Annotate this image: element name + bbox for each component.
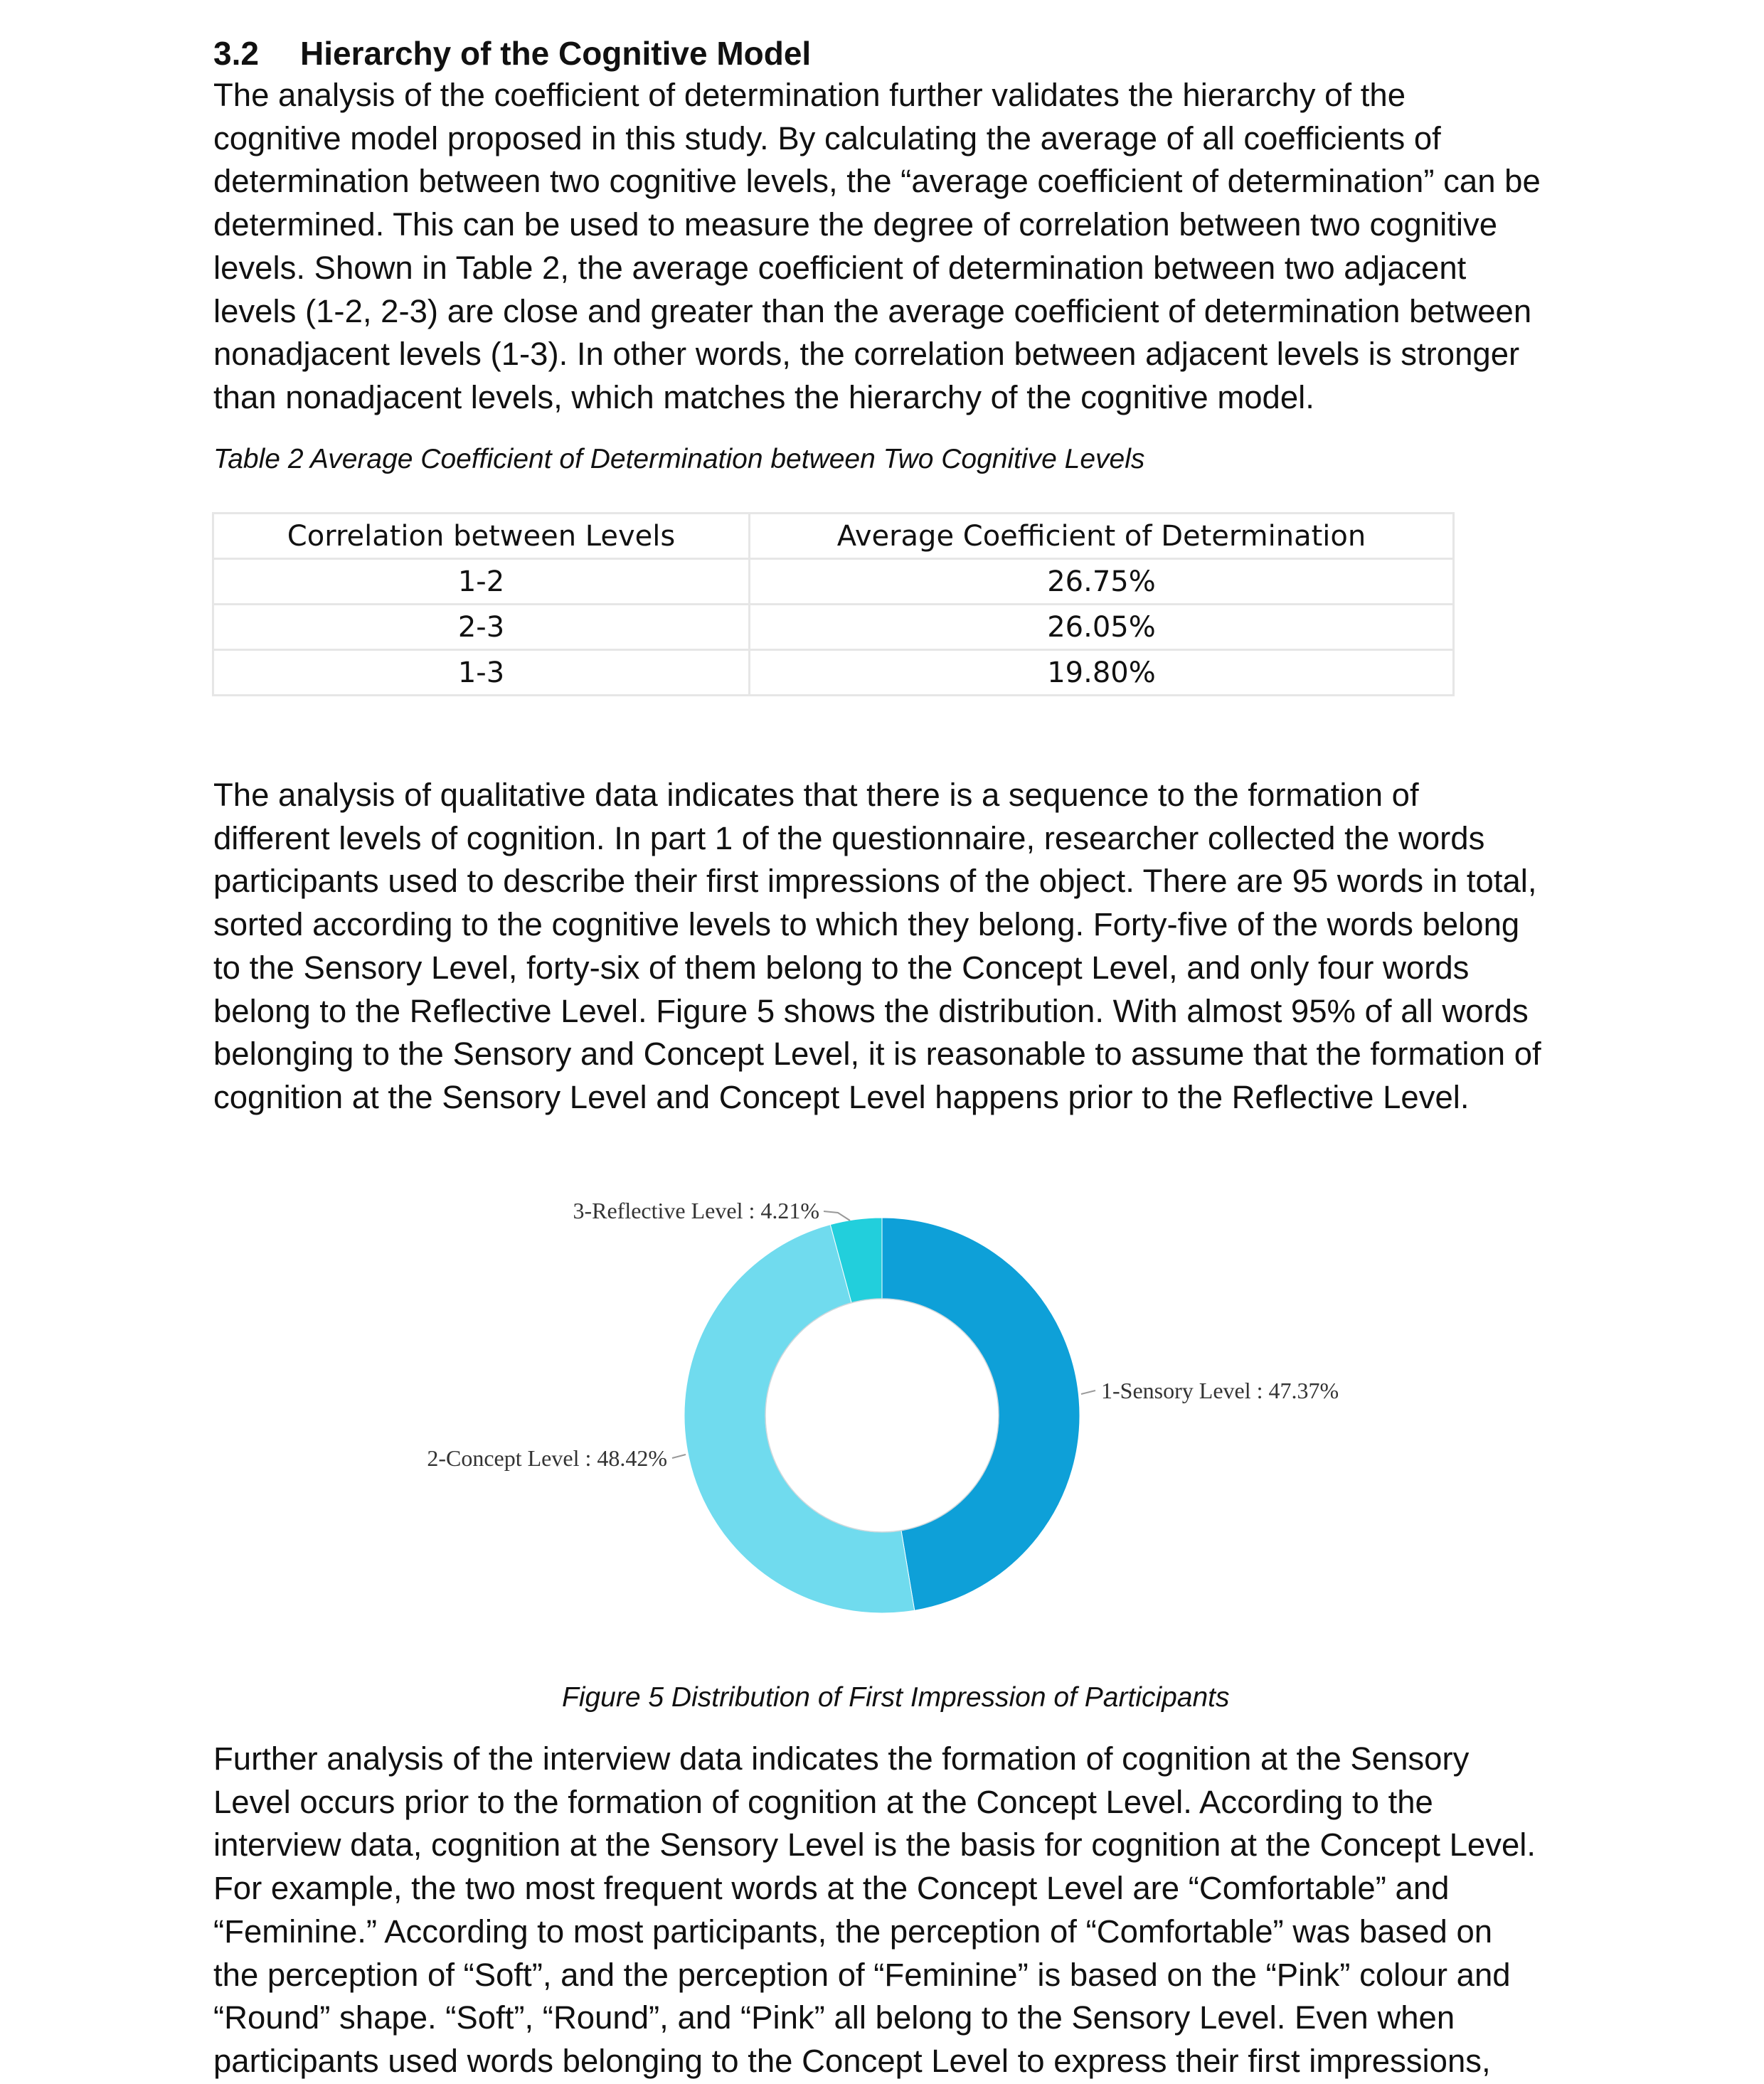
text-line: belong to the Reflective Level. Figure 5 shows the distribution. With almost 95% of all words [213,992,1529,1029]
text-line: The analysis of qualitative data indicates that there is a sequence to the formation of [213,777,1419,813]
text-line: different levels of cognition. In part 1 of the questionnaire, researcher collected the words [213,819,1485,856]
callout-line-concept [672,1455,686,1458]
text-line: to the Sensory Level, forty-six of them belong to the Concept Level, and only four words [213,949,1470,986]
paragraph-1 [213,74,1565,420]
table-cell: 26.05% [750,605,1454,650]
text-line: The analysis of the coefficient of determination further validates the hierarchy of the [213,77,1406,113]
text-line: nonadjacent levels (1-3). In other words, the correlation between adjacent levels is stronger [213,336,1520,373]
section-heading [213,34,811,73]
section-number: 3.2 [213,35,259,72]
text-line: participants used words belonging to the Concept Level to express their first impressions, [213,2042,1491,2079]
table-cell: 2-3 [213,605,750,650]
text-line: levels (1-2, 2-3) are close and greater than the average coefficient of determination between [213,292,1532,329]
table-row [213,650,1454,696]
table-caption: Table 2 Average Coefficient of Determination between Two Cognitive Levels [213,444,1145,474]
text-line: participants used to describe their first impressions of the object. There are 95 words in total, [213,863,1537,900]
text-line: Further analysis of the interview data indicates the formation of cognition at the Sensory [213,1740,1470,1777]
table-cell: 1-2 [213,559,750,605]
table-cell: 1-3 [213,650,750,696]
table-row [213,605,1454,650]
table-header-row [213,514,1454,559]
text-line: cognitive model proposed in this study. By calculating the average of all coefficients of [213,119,1441,156]
slice-label-reflective: 3-Reflective Level : 4.21% [573,1198,819,1223]
text-line: levels. Shown in Table 2, the average coefficient of determination between two adjacent [213,249,1467,286]
donut-hole [765,1299,999,1532]
table-header-cell: Average Coefficient of Determination [750,514,1454,559]
slice-label-sensory: 1-Sensory Level : 47.37% [1101,1378,1339,1403]
coefficient-table [212,512,1455,696]
text-line: For example, the two most frequent words at the Concept Level are “Comfortable” and [213,1870,1450,1907]
callout-line-sensory [1081,1391,1095,1394]
table-cell: 26.75% [750,559,1454,605]
text-line: Level occurs prior to the formation of cognition at the Concept Level. According to the [213,1783,1433,1820]
text-line: determined. This can be used to measure the degree of correlation between two cognitive [213,206,1498,243]
text-line: cognition at the Sensory Level and Concept Level happens prior to the Reflective Level. [213,1078,1470,1115]
paragraph-3 [213,1738,1565,2083]
text-line: the perception of “Soft”, and the perception of “Feminine” is based on the “Pink” colour and [213,1956,1511,1993]
callout-line-reflective [824,1211,850,1221]
text-line: interview data, cognition at the Sensory Level is the basis for cognition at the Concept Level. [213,1827,1536,1864]
text-line: “Round” shape. “Soft”, “Round”, and “Pink” all belong to the Sensory Level. Even when [213,1999,1455,2036]
slice-label-concept: 2-Concept Level : 48.42% [427,1445,667,1471]
donut-chart [0,1138,1764,1650]
text-line: belonging to the Sensory and Concept Level, it is reasonable to assume that the formation of [213,1036,1541,1073]
table-row [213,559,1454,605]
text-line: determination between two cognitive levels, the “average coefficient of determination” can be [213,163,1541,200]
table-header-cell: Correlation between Levels [213,514,750,559]
paragraph-2 [213,774,1565,1120]
text-line: “Feminine.” According to most participants, the perception of “Comfortable” was based on [213,1913,1493,1950]
figure-caption: Figure 5 Distribution of First Impression of Participants [562,1682,1230,1713]
table-cell: 19.80% [750,650,1454,696]
text-line: than nonadjacent levels, which matches the hierarchy of the cognitive model. [213,378,1314,415]
text-line: sorted according to the cognitive levels to which they belong. Forty-five of the words belong [213,906,1520,943]
section-title: Hierarchy of the Cognitive Model [300,35,812,72]
